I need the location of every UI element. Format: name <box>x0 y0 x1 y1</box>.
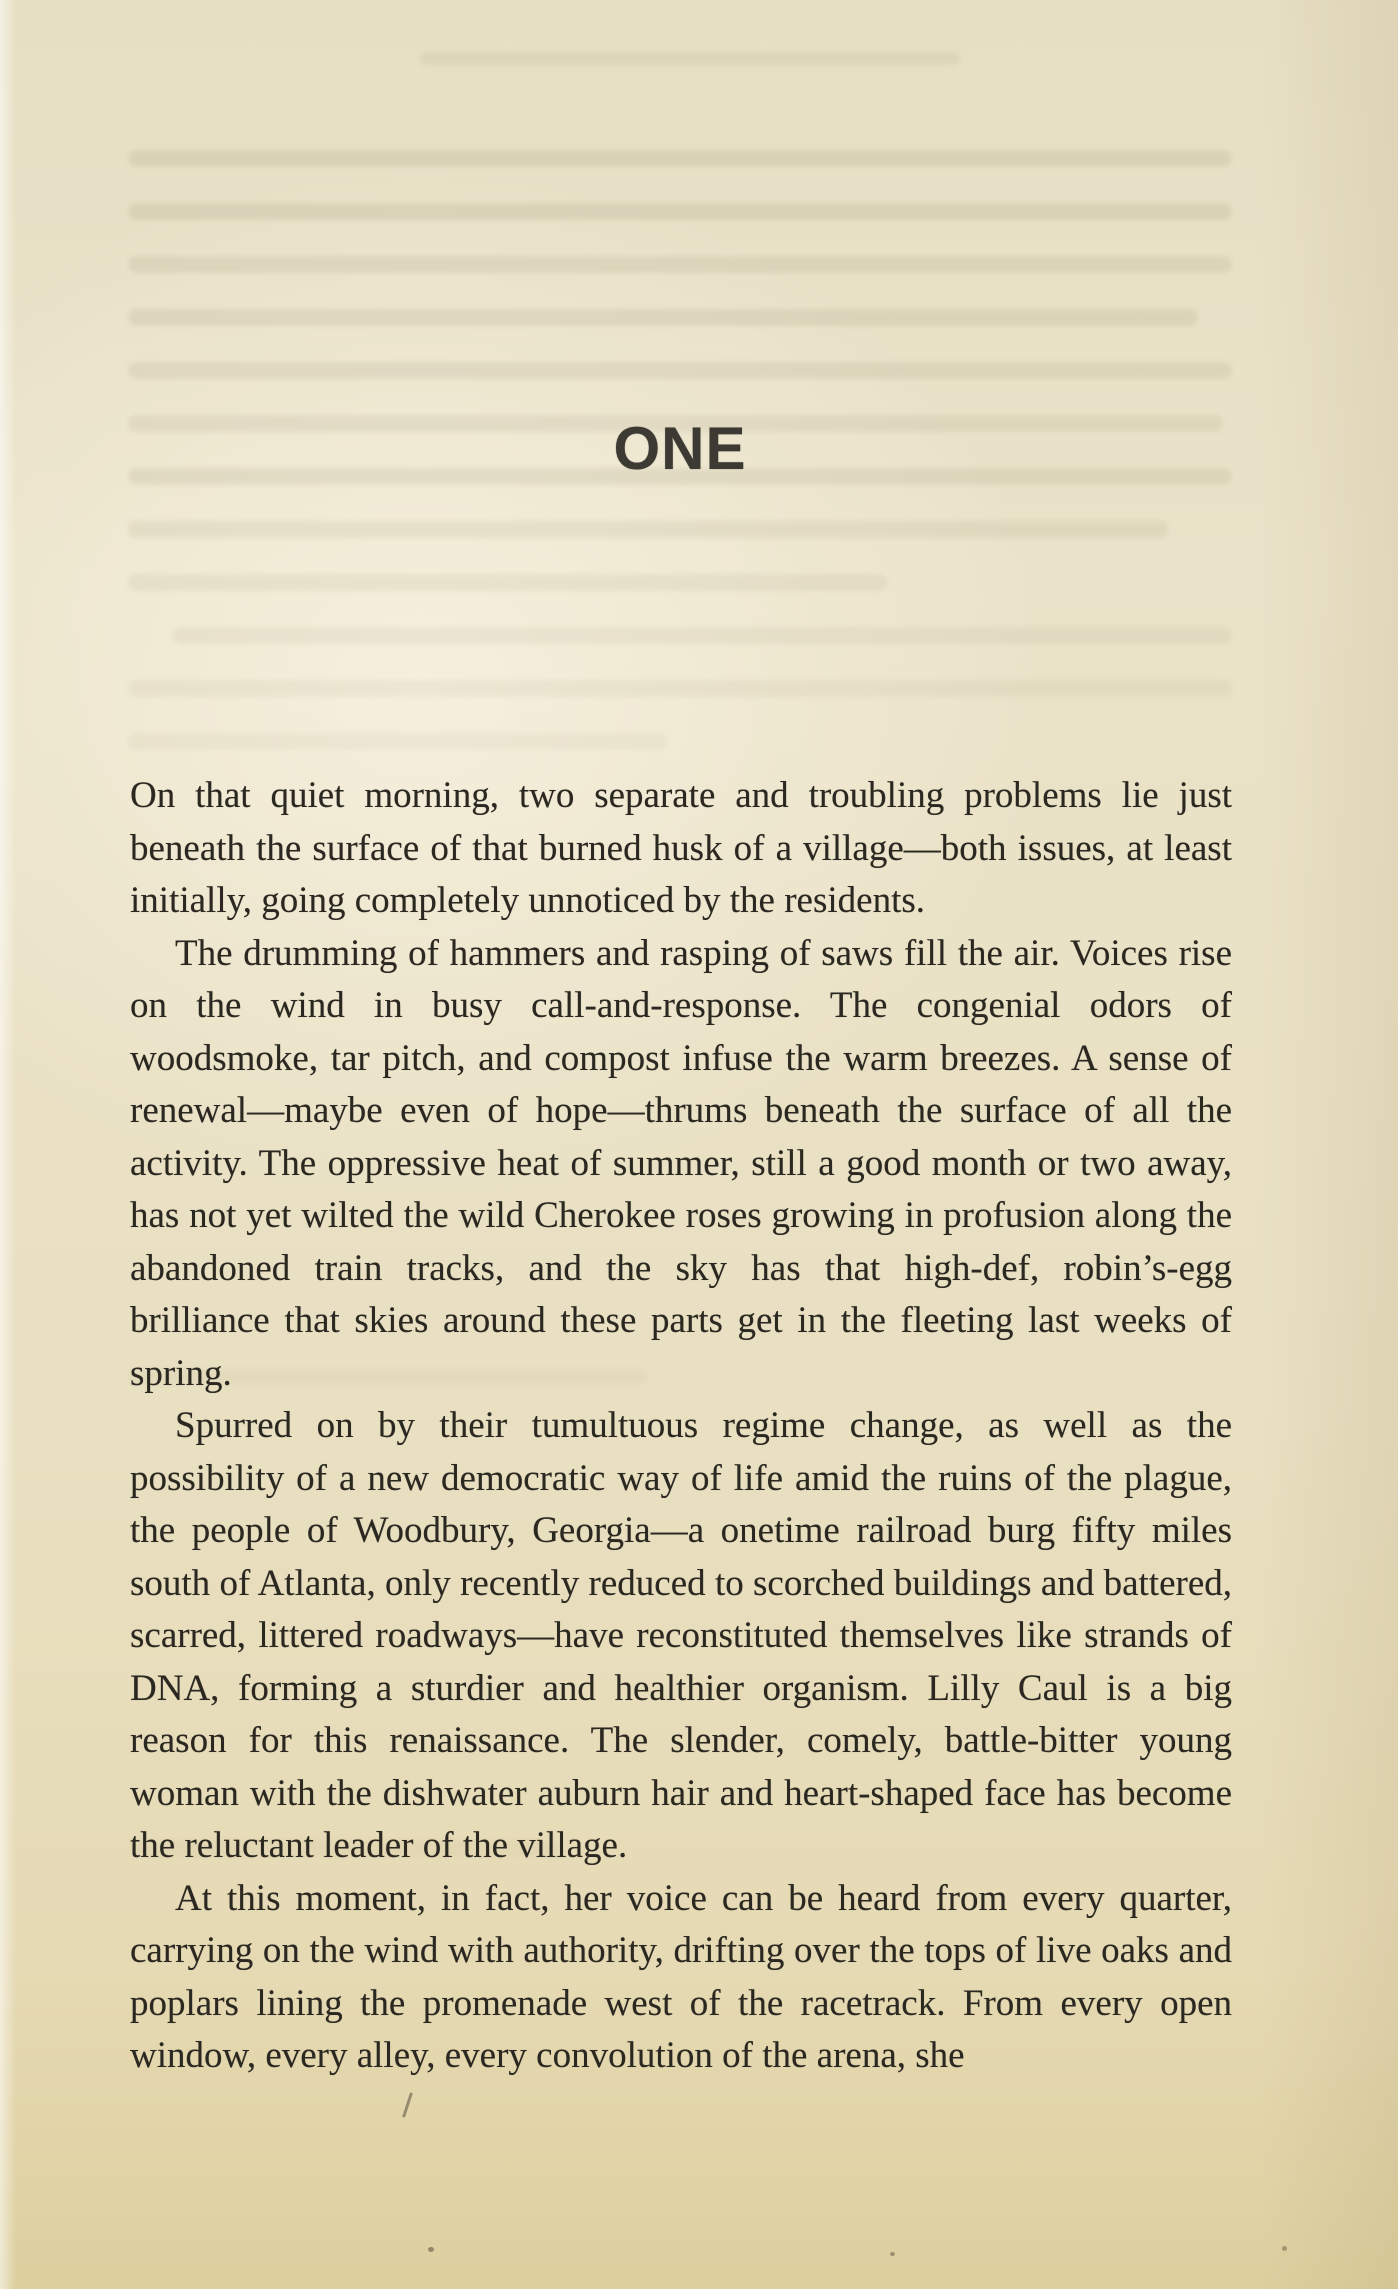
bleed-line <box>128 574 888 591</box>
paragraph-2: The drumming of hammers and rasping of saws fill the air. Voices rise on the wind in busy call-and-response. The congenial odors of woodsmoke, tar pitch, and compost infuse the warm breezes. A sense of renewal—maybe even of hope—thrums beneath the surface of all the activity. The oppressive heat of summer, still a good month or two away, has not yet wilted the wild Cherokee roses growing in profusion along the abandoned train tracks, and the sky has that high-def, robin’s-egg brilliance that skies around these parts get in the fleeting last weeks of spring. <box>130 932 1232 1394</box>
bleed-line <box>128 362 1232 379</box>
bleed-line <box>128 203 1232 220</box>
bleed-line <box>420 52 960 65</box>
bleed-line <box>128 680 1232 697</box>
paragraph-1: On that quiet morning, two separate and troubling problems lie just beneath the surface of that burned husk of a village—both issues, at least initially, going completely unnoticed by the residents. <box>130 775 1232 921</box>
bleed-line <box>172 627 1232 644</box>
bleed-line <box>128 521 1168 538</box>
paragraph-4: At this moment, in fact, her voice can be heard from every quarter, carrying on the wind with authority, drifting over the tops of live oaks and poplars lining the promenade west of the racetrack. From every open window, every alley, every convolution of the arena, she <box>130 1877 1232 2076</box>
scan-speck <box>1282 2246 1287 2251</box>
body-text <box>130 770 1232 2083</box>
chapter-heading: ONE <box>613 415 747 482</box>
bleed-line <box>128 150 1232 167</box>
paragraph-3: Spurred on by their tumultuous regime change, as well as the possibility of a new democratic way of life amid the ruins of the plague, the people of Woodbury, Georgia—a onetime railroad burg fifty miles south of Atlanta, only recently reduced to scorched buildings and battered, scarred, littered roadways—have reconstituted themselves like strands of DNA, forming a sturdier and healthier organism. Lilly Caul is a big reason for this renaissance. The slender, comely, battle-bitter young woman with the dishwater auburn hair and heart-shaped face has become the reluctant leader of the village. <box>130 1405 1232 1866</box>
scan-stray-mark <box>402 2092 413 2118</box>
bleed-line <box>128 309 1198 326</box>
bleed-line <box>128 256 1232 273</box>
scan-speck <box>890 2252 895 2256</box>
bleed-line <box>128 733 668 750</box>
scan-speck <box>428 2247 434 2252</box>
